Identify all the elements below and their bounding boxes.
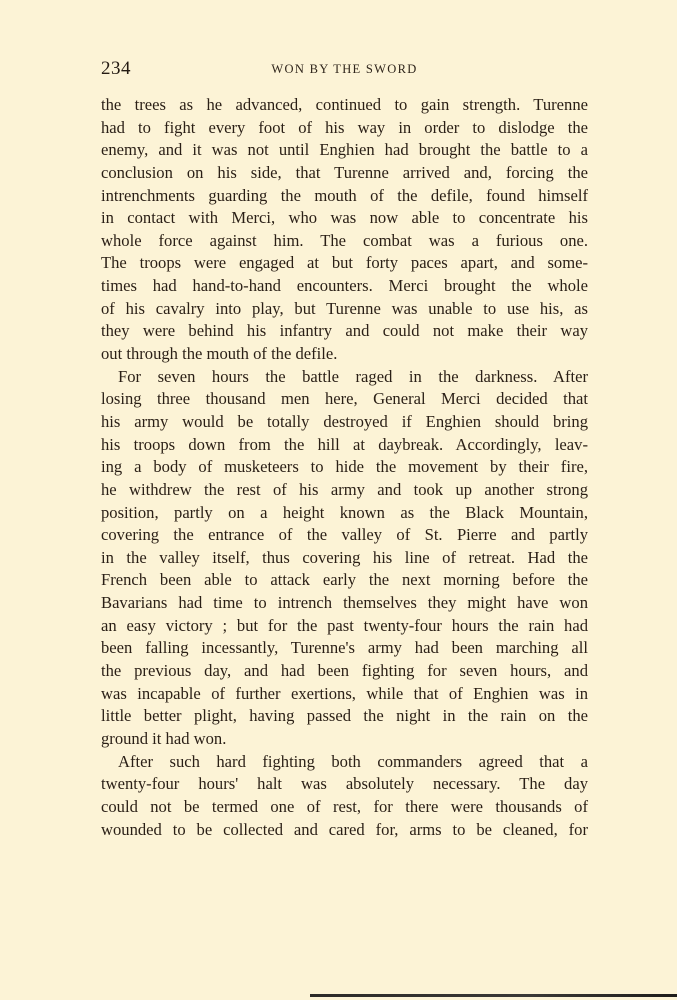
text-line: in contact with Merci, who was now able to concentrate his: [101, 208, 588, 228]
text-line: twenty-four hours' halt was absolutely necessary. The day: [101, 774, 588, 794]
running-head: WON BY THE SWORD: [271, 62, 418, 76]
text-line: could not be termed one of rest, for there were thousands of: [101, 796, 588, 816]
text-line: ground it had won.: [101, 728, 227, 748]
text-line: the trees as he advanced, continued to gain strength. Turenne: [101, 95, 588, 114]
text-line: wounded to be collected and cared for, arms to be cleaned, for: [101, 819, 588, 839]
text-line: Bavarians had time to intrench themselves they might have won: [101, 593, 588, 613]
text-line: For seven hours the battle raged in the darkness. After: [118, 366, 588, 386]
paragraph: [101, 751, 588, 842]
text-line: French been able to attack early the next morning before the: [101, 570, 588, 590]
text-line: they were behind his infantry and could not make their way: [101, 321, 588, 341]
text-line: little better plight, having passed the night in the rain on the: [101, 706, 588, 726]
text-line: intrenchments guarding the mouth of the defile, found himself: [101, 185, 588, 205]
text-line: an easy victory ; but for the past twenty-four hours the rain had: [101, 615, 588, 635]
page-number: 234: [101, 58, 131, 79]
text-line: his army would be totally destroyed if Enghien should bring: [101, 411, 588, 431]
text-line: his troops down from the hill at daybreak. Accordingly, leav-: [101, 434, 588, 454]
text-line: ing a body of musketeers to hide the movement by their fire,: [101, 457, 588, 477]
text-line: the previous day, and had been fighting for seven hours, and: [101, 661, 588, 681]
text-line: enemy, and it was not until Enghien had brought the battle to a: [101, 140, 588, 160]
text-line: in the valley itself, thus covering his line of retreat. Had the: [101, 547, 588, 567]
text-line: whole force against him. The combat was a furious one.: [101, 230, 588, 250]
text-line: losing three thousand men here, General Merci decided that: [101, 389, 588, 409]
text-line: The troops were engaged at but forty paces apart, and some-: [101, 253, 588, 273]
text-line: conclusion on his side, that Turenne arrived and, forcing the: [101, 162, 588, 182]
page-edge-rule: [310, 994, 677, 997]
page-header: [101, 58, 588, 82]
text-line: of his cavalry into play, but Turenne was unable to use his, as: [101, 298, 588, 318]
text-line: been falling incessantly, Turenne's army had been marching all: [101, 638, 588, 658]
text-line: out through the mouth of the defile.: [101, 344, 338, 364]
text-line: position, partly on a height known as the Black Mountain,: [101, 502, 588, 522]
text-line: After such hard fighting both commanders agreed that a: [118, 751, 588, 771]
paragraph: [101, 366, 588, 751]
text-line: was incapable of further exertions, while that of Enghien was in: [101, 683, 588, 703]
text-line: covering the entrance of the valley of St. Pierre and partly: [101, 525, 588, 545]
paragraph: [101, 94, 588, 366]
text-line: he withdrew the rest of his army and took up another strong: [101, 479, 588, 499]
text-line: times had hand-to-hand encounters. Merci brought the whole: [101, 276, 588, 296]
body-text: [101, 94, 588, 841]
text-line: had to fight every foot of his way in order to dislodge the: [101, 117, 588, 137]
